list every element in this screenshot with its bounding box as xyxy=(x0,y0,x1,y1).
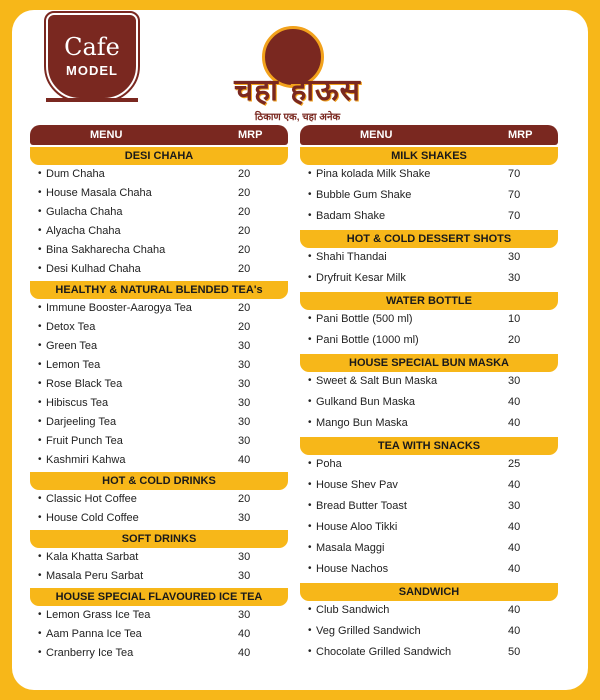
item-price: 70 xyxy=(508,168,521,180)
bullet-icon: • xyxy=(38,359,42,370)
item-price: 40 xyxy=(508,479,521,491)
menu-item xyxy=(300,476,558,497)
menu-column-left xyxy=(30,125,288,663)
section-title: SOFT DRINKS xyxy=(30,530,288,548)
bullet-icon: • xyxy=(308,168,312,179)
bullet-icon: • xyxy=(38,206,42,217)
item-price: 30 xyxy=(238,397,251,409)
bullet-icon: • xyxy=(308,375,312,386)
item-name: Green Tea xyxy=(46,340,98,352)
item-price: 30 xyxy=(508,375,521,387)
item-name: House Nachos xyxy=(316,563,389,575)
bullet-icon: • xyxy=(38,340,42,351)
section-title: MILK SHAKES xyxy=(300,147,558,165)
menu-item xyxy=(30,299,288,318)
menu-item xyxy=(30,318,288,337)
bullet-icon: • xyxy=(38,321,42,332)
item-name: Bubble Gum Shake xyxy=(316,189,412,201)
bullet-icon: • xyxy=(38,435,42,446)
item-price: 20 xyxy=(238,206,251,218)
menu-item xyxy=(30,184,288,203)
bullet-icon: • xyxy=(38,378,42,389)
menu-item xyxy=(30,509,288,528)
menu-item xyxy=(30,606,288,625)
item-price: 40 xyxy=(508,396,521,408)
item-name: House Aloo Tikki xyxy=(316,521,398,533)
item-name: Mango Bun Maska xyxy=(316,417,408,429)
item-price: 30 xyxy=(238,359,251,371)
item-name: Dryfruit Kesar Milk xyxy=(316,272,406,284)
item-price: 40 xyxy=(508,563,521,575)
bullet-icon: • xyxy=(38,493,42,504)
item-price: 30 xyxy=(508,272,521,284)
item-name: Bina Sakharecha Chaha xyxy=(46,244,166,256)
bullet-icon: • xyxy=(308,563,312,574)
item-name: Badam Shake xyxy=(316,210,386,222)
menu-item xyxy=(30,625,288,644)
section-title: HOT & COLD DESSERT SHOTS xyxy=(300,230,558,248)
bullet-icon: • xyxy=(38,187,42,198)
menu-item xyxy=(30,451,288,470)
item-name: Shahi Thandai xyxy=(316,251,387,263)
bullet-icon: • xyxy=(38,397,42,408)
cafe-model-badge xyxy=(46,13,138,100)
bullet-icon: • xyxy=(308,625,312,636)
item-name: Hibiscus Tea xyxy=(46,397,109,409)
bullet-icon: • xyxy=(308,272,312,283)
item-price: 25 xyxy=(508,458,521,470)
item-price: 40 xyxy=(508,625,521,637)
bullet-icon: • xyxy=(38,225,42,236)
item-price: 30 xyxy=(238,378,251,390)
item-name: Immune Booster-Aarogya Tea xyxy=(46,302,192,314)
item-price: 20 xyxy=(238,187,251,199)
badge-line2: MODEL xyxy=(66,63,118,78)
item-price: 40 xyxy=(238,454,251,466)
item-name: Chocolate Grilled Sandwich xyxy=(316,646,452,658)
item-price: 30 xyxy=(238,551,251,563)
bullet-icon: • xyxy=(38,244,42,255)
bullet-icon: • xyxy=(308,604,312,615)
menu-column-right xyxy=(300,125,558,664)
item-price: 70 xyxy=(508,189,521,201)
section-title: DESI CHAHA xyxy=(30,147,288,165)
item-name: Classic Hot Coffee xyxy=(46,493,137,505)
item-name: Club Sandwich xyxy=(316,604,390,616)
section-title: WATER BOTTLE xyxy=(300,292,558,310)
item-price: 30 xyxy=(508,500,521,512)
item-price: 20 xyxy=(238,302,251,314)
bullet-icon: • xyxy=(308,334,312,345)
menu-item xyxy=(30,375,288,394)
menu-item xyxy=(30,165,288,184)
item-price: 20 xyxy=(238,168,251,180)
bullet-icon: • xyxy=(38,647,42,658)
item-price: 70 xyxy=(508,210,521,222)
menu-item xyxy=(30,337,288,356)
bullet-icon: • xyxy=(308,521,312,532)
menu-item xyxy=(300,393,558,414)
item-price: 40 xyxy=(508,417,521,429)
bullet-icon: • xyxy=(38,168,42,179)
menu-item xyxy=(30,260,288,279)
menu-item xyxy=(300,248,558,269)
bullet-icon: • xyxy=(308,500,312,511)
section-title: SANDWICH xyxy=(300,583,558,601)
menu-item xyxy=(300,331,558,352)
item-price: 20 xyxy=(238,263,251,275)
item-price: 40 xyxy=(508,542,521,554)
menu-item xyxy=(30,413,288,432)
mrp-heading: MRP xyxy=(508,129,533,141)
badge-line1: Cafe xyxy=(64,33,120,61)
item-price: 20 xyxy=(238,321,251,333)
brand-logo xyxy=(220,26,375,126)
menu-item xyxy=(300,165,558,186)
section-title: HEALTHY & NATURAL BLENDED TEA's xyxy=(30,281,288,299)
item-price: 30 xyxy=(238,570,251,582)
item-name: House Masala Chaha xyxy=(46,187,152,199)
menu-item xyxy=(300,414,558,435)
item-name: House Shev Pav xyxy=(316,479,398,491)
menu-item xyxy=(30,241,288,260)
menu-item xyxy=(300,207,558,228)
item-name: Pani Bottle (1000 ml) xyxy=(316,334,419,346)
menu-heading: MENU xyxy=(360,129,393,141)
menu-item xyxy=(30,394,288,413)
bullet-icon: • xyxy=(308,542,312,553)
item-name: Pani Bottle (500 ml) xyxy=(316,313,413,325)
item-name: Bread Butter Toast xyxy=(316,500,407,512)
menu-item xyxy=(300,455,558,476)
bullet-icon: • xyxy=(308,313,312,324)
menu-item xyxy=(30,432,288,451)
item-price: 20 xyxy=(238,225,251,237)
item-name: Kashmiri Kahwa xyxy=(46,454,126,466)
item-name: Gulacha Chaha xyxy=(46,206,123,218)
bullet-icon: • xyxy=(308,396,312,407)
item-price: 30 xyxy=(238,609,251,621)
item-price: 20 xyxy=(238,244,251,256)
item-name: Cranberry Ice Tea xyxy=(46,647,134,659)
menu-item xyxy=(300,560,558,581)
bullet-icon: • xyxy=(308,251,312,262)
item-price: 50 xyxy=(508,646,521,658)
menu-item xyxy=(30,490,288,509)
item-name: House Cold Coffee xyxy=(46,512,139,524)
menu-item xyxy=(30,356,288,375)
item-price: 40 xyxy=(508,604,521,616)
item-name: Veg Grilled Sandwich xyxy=(316,625,421,637)
item-name: Desi Kulhad Chaha xyxy=(46,263,141,275)
item-name: Poha xyxy=(316,458,342,470)
bullet-icon: • xyxy=(308,479,312,490)
bullet-icon: • xyxy=(38,454,42,465)
item-name: Lemon Tea xyxy=(46,359,101,371)
mrp-heading: MRP xyxy=(238,129,263,141)
menu-item xyxy=(30,567,288,586)
item-name: Masala Peru Sarbat xyxy=(46,570,144,582)
item-price: 30 xyxy=(238,512,251,524)
brand-tagline: ठिकाण एक, चहा अनेक xyxy=(254,112,341,123)
item-price: 20 xyxy=(508,334,521,346)
section-title: TEA WITH SNACKS xyxy=(300,437,558,455)
menu-item xyxy=(30,644,288,663)
item-name: Gulkand Bun Maska xyxy=(316,396,416,408)
item-price: 30 xyxy=(238,340,251,352)
menu-item xyxy=(300,518,558,539)
bullet-icon: • xyxy=(308,210,312,221)
menu-item xyxy=(300,186,558,207)
item-price: 40 xyxy=(508,521,521,533)
bullet-icon: • xyxy=(38,570,42,581)
bullet-icon: • xyxy=(38,551,42,562)
menu-item xyxy=(300,539,558,560)
bullet-icon: • xyxy=(38,609,42,620)
item-name: Detox Tea xyxy=(46,321,96,333)
menu-item xyxy=(300,269,558,290)
item-name: Pina kolada Milk Shake xyxy=(316,168,431,180)
bullet-icon: • xyxy=(38,416,42,427)
bullet-icon: • xyxy=(308,646,312,657)
bullet-icon: • xyxy=(38,263,42,274)
menu-item xyxy=(300,643,558,664)
item-price: 40 xyxy=(238,628,251,640)
menu-item xyxy=(30,222,288,241)
column-header xyxy=(300,125,558,145)
menu-item xyxy=(300,372,558,393)
bullet-icon: • xyxy=(308,417,312,428)
section-title: HOT & COLD DRINKS xyxy=(30,472,288,490)
section-title: HOUSE SPECIAL BUN MASKA xyxy=(300,354,558,372)
item-price: 40 xyxy=(238,647,251,659)
bullet-icon: • xyxy=(38,628,42,639)
menu-heading: MENU xyxy=(90,129,123,141)
item-name: Masala Maggi xyxy=(316,542,385,554)
item-price: 30 xyxy=(508,251,521,263)
menu-item xyxy=(300,622,558,643)
item-name: Alyacha Chaha xyxy=(46,225,121,237)
badge-underline xyxy=(46,98,138,102)
menu-item xyxy=(30,203,288,222)
item-name: Sweet & Salt Bun Maska xyxy=(316,375,438,387)
menu-item xyxy=(300,497,558,518)
item-price: 30 xyxy=(238,416,251,428)
section-title: HOUSE SPECIAL FLAVOURED ICE TEA xyxy=(30,588,288,606)
bullet-icon: • xyxy=(38,302,42,313)
item-name: Kala Khatta Sarbat xyxy=(46,551,139,563)
brand-name: चहा हाऊस xyxy=(234,73,361,108)
item-name: Rose Black Tea xyxy=(46,378,123,390)
item-name: Fruit Punch Tea xyxy=(46,435,123,447)
bullet-icon: • xyxy=(38,512,42,523)
item-name: Lemon Grass Ice Tea xyxy=(46,609,151,621)
item-price: 10 xyxy=(508,313,521,325)
bullet-icon: • xyxy=(308,189,312,200)
menu-item xyxy=(300,601,558,622)
item-price: 30 xyxy=(238,435,251,447)
bullet-icon: • xyxy=(308,458,312,469)
item-name: Aam Panna Ice Tea xyxy=(46,628,142,640)
menu-item xyxy=(300,310,558,331)
item-price: 20 xyxy=(238,493,251,505)
item-name: Darjeeling Tea xyxy=(46,416,117,428)
column-header xyxy=(30,125,288,145)
menu-item xyxy=(30,548,288,567)
item-name: Dum Chaha xyxy=(46,168,105,180)
